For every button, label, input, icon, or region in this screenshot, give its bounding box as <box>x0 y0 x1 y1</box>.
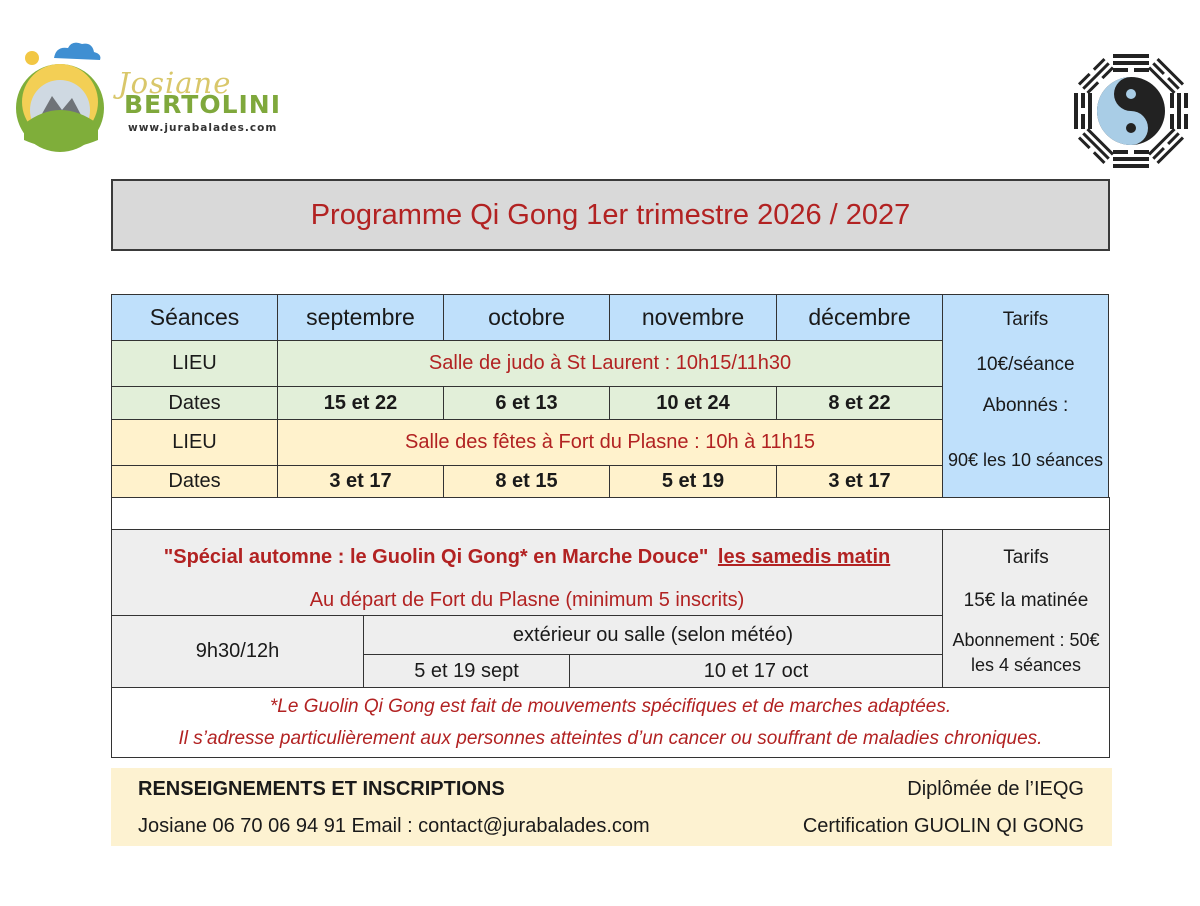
date-cell: 8 et 22 <box>776 386 943 420</box>
note-box <box>111 687 1110 758</box>
row-label-lieu-1: LIEU <box>111 340 278 387</box>
special-tarifs-title: Tarifs <box>1003 547 1049 568</box>
special-tarifs-sessions: les 4 séances <box>970 655 1082 675</box>
special-title: "Spécial automne : le Guolin Qi Gong* en Marche Douce" <box>163 546 709 568</box>
header-decembre: décembre <box>776 294 943 341</box>
logo-name-text: BERTOLINI <box>124 90 282 119</box>
special-tarifs-subscription: Abonnement : 50€ <box>952 630 1100 650</box>
date-cell: 6 et 13 <box>443 386 610 420</box>
page-title: Programme Qi Gong 1er trimestre 2026 / 2027 <box>310 198 911 231</box>
logo-url-text: www.jurabalades.com <box>128 122 278 134</box>
tarifs-subscription-price: 90€ les 10 séances <box>947 450 1104 470</box>
special-depart: Au départ de Fort du Plasne (minimum 5 inscrits) <box>309 589 745 611</box>
note-line-1: *Le Guolin Qi Gong est fait de mouvements spécifiques et de marches adaptées. <box>269 696 952 717</box>
special-dates-oct: 10 et 17 oct <box>569 654 943 688</box>
date-cell: 8 et 15 <box>443 465 610 498</box>
header-septembre: septembre <box>277 294 444 341</box>
tarifs-box <box>942 294 1109 498</box>
footer-diploma: Diplômée de l’IEQG <box>907 778 1084 800</box>
date-cell: 3 et 17 <box>277 465 444 498</box>
row-label-dates-1: Dates <box>111 386 278 420</box>
footer-heading: RENSEIGNEMENTS ET INSCRIPTIONS <box>138 778 505 800</box>
special-tarifs-price: 15€ la matinée <box>963 590 1089 611</box>
tarifs-subscribers-label: Abonnés : <box>982 395 1069 416</box>
special-time: 9h30/12h <box>111 615 364 688</box>
special-tarifs-box <box>942 529 1110 688</box>
tarifs-price-per-session: 10€/séance <box>976 354 1075 375</box>
special-title-suffix: les samedis matin <box>717 546 891 568</box>
header-seances: Séances <box>111 294 278 341</box>
footer-contact: Josiane 06 70 06 94 91 Email : contact@jurabalades.com <box>138 815 650 837</box>
special-box <box>111 529 943 616</box>
header-novembre: novembre <box>609 294 777 341</box>
header-octobre: octobre <box>443 294 610 341</box>
date-cell: 3 et 17 <box>776 465 943 498</box>
special-title-line <box>112 546 942 569</box>
row-label-dates-2: Dates <box>111 465 278 498</box>
yin-yang-icon <box>1070 50 1192 172</box>
footer-certification: Certification GUOLIN QI GONG <box>802 815 1084 837</box>
special-location: extérieur ou salle (selon météo) <box>363 615 943 655</box>
place-st-laurent: Salle de judo à St Laurent : 10h15/11h30 <box>277 340 943 387</box>
row-label-lieu-2: LIEU <box>111 419 278 466</box>
date-cell: 15 et 22 <box>277 386 444 420</box>
tarifs-title: Tarifs <box>1002 309 1049 330</box>
title-banner <box>111 179 1110 251</box>
logo-script-text: Josiane <box>118 66 232 100</box>
footer-banner <box>111 768 1112 846</box>
note-line-2: Il s’adresse particulièrement aux personnes atteintes d’un cancer ou souffrant de maladies chroniques. <box>178 728 1043 749</box>
date-cell: 5 et 19 <box>609 465 777 498</box>
spacer-row <box>111 497 1110 530</box>
place-fort-du-plasne: Salle des fêtes à Fort du Plasne : 10h à 11h15 <box>277 419 943 466</box>
special-dates-sept: 5 et 19 sept <box>363 654 570 688</box>
date-cell: 10 et 24 <box>609 386 777 420</box>
